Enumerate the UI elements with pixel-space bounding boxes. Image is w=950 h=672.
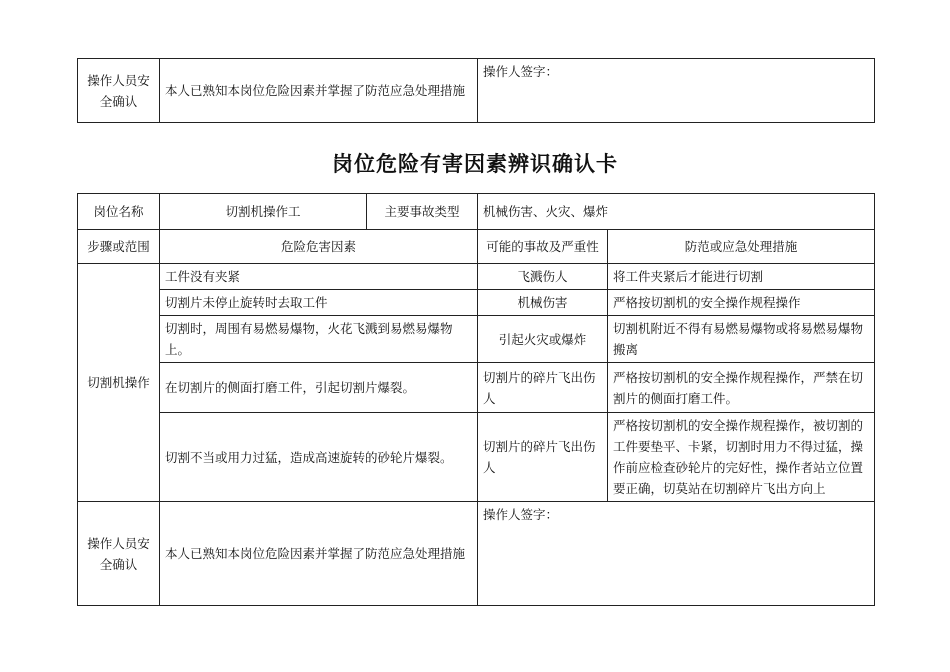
accident-cell: 切割片的碎片飞出伤人 <box>478 413 608 502</box>
accident-type-value: 机械伤害、火灾、爆炸 <box>478 194 875 230</box>
header-row <box>78 194 875 230</box>
col-measure: 防范或应急处理措施 <box>608 230 875 264</box>
confirm-label: 操作人员安全确认 <box>78 502 160 606</box>
col-step: 步骤或范围 <box>78 230 160 264</box>
hazard-cell: 切割时，周围有易燃易爆物，火花飞溅到易燃易爆物上。 <box>160 316 478 363</box>
signature-field[interactable]: 操作人签字： <box>478 502 875 606</box>
step-name: 切割机操作 <box>78 264 160 502</box>
accident-cell: 机械伤害 <box>478 290 608 316</box>
page-title: 岗位危险有害因素辨识确认卡 <box>332 152 618 176</box>
confirm-statement: 本人已熟知本岗位危险因素并掌握了防范应急处理措施 <box>160 59 478 123</box>
post-label: 岗位名称 <box>78 194 160 230</box>
hazard-cell: 工件没有夹紧 <box>160 264 478 290</box>
table-row <box>78 264 875 290</box>
table-row <box>78 316 875 363</box>
col-hazard: 危险危害因素 <box>160 230 478 264</box>
hazard-card-table <box>77 193 875 606</box>
bottom-confirm-row <box>78 502 875 606</box>
accident-type-label: 主要事故类型 <box>367 194 478 230</box>
table-row <box>78 413 875 502</box>
hazard-cell: 在切割片的侧面打磨工件，引起切割片爆裂。 <box>160 363 478 413</box>
measure-cell: 严格按切割机的安全操作规程操作，被切割的工件要垫平、卡紧，切割时用力不得过猛，操作前应检查砂轮片的完好性，操作者站立位置要正确，切莫站在切割碎片飞出方向上 <box>608 413 875 502</box>
top-confirm-table <box>77 58 875 123</box>
table-row <box>78 290 875 316</box>
table-row <box>78 363 875 413</box>
hazard-cell: 切割片未停止旋转时去取工件 <box>160 290 478 316</box>
measure-cell: 切割机附近不得有易燃易爆物或将易燃易爆物搬离 <box>608 316 875 363</box>
post-value: 切割机操作工 <box>160 194 367 230</box>
hazard-cell: 切割不当或用力过猛，造成高速旋转的砂轮片爆裂。 <box>160 413 478 502</box>
accident-cell: 引起火灾或爆炸 <box>478 316 608 363</box>
measure-cell: 严格按切割机的安全操作规程操作 <box>608 290 875 316</box>
accident-cell: 飞溅伤人 <box>478 264 608 290</box>
col-accident: 可能的事故及严重性 <box>478 230 608 264</box>
accident-cell: 切割片的碎片飞出伤人 <box>478 363 608 413</box>
signature-field[interactable]: 操作人签字： <box>478 59 875 123</box>
measure-cell: 严格按切割机的安全操作规程操作，严禁在切割片的侧面打磨工件。 <box>608 363 875 413</box>
measure-cell: 将工件夹紧后才能进行切割 <box>608 264 875 290</box>
column-header-row <box>78 230 875 264</box>
confirm-label: 操作人员安全确认 <box>78 59 160 123</box>
confirm-statement: 本人已熟知本岗位危险因素并掌握了防范应急处理措施 <box>160 502 478 606</box>
